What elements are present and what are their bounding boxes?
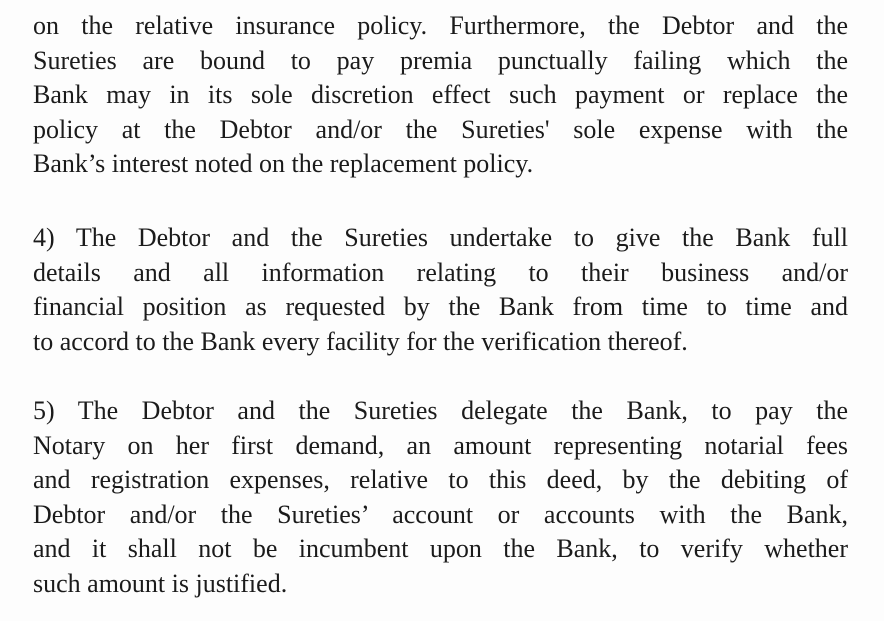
text-line: Notary on her first demand, an amount representing notarial fees bbox=[33, 430, 848, 460]
clause-5-paragraph bbox=[33, 394, 848, 602]
paragraph-continuation bbox=[33, 9, 848, 182]
text-line: financial position as requested by the Bank from time to time and bbox=[33, 292, 848, 322]
text-line: 5) The Debtor and the Sureties delegate the Bank, to pay the bbox=[33, 396, 848, 425]
text-line: to accord to the Bank every facility for the verification thereof. bbox=[33, 326, 688, 356]
text-line: details and all information relating to their business and/or bbox=[33, 257, 848, 287]
text-line: and it shall not be incumbent upon the Bank, to verify whether bbox=[33, 534, 848, 564]
text-line: such amount is justified. bbox=[33, 568, 288, 598]
text-line: Sureties are bound to pay premia punctually failing which the bbox=[33, 45, 848, 75]
text-line: and registration expenses, relative to this deed, by the debiting of bbox=[33, 465, 848, 495]
clause-4-paragraph bbox=[33, 221, 848, 359]
text-line: Debtor and/or the Sureties’ account or accounts with the Bank, bbox=[33, 499, 848, 529]
text-line: Bank’s interest noted on the replacement policy. bbox=[33, 149, 534, 179]
text-line: Bank may in its sole discretion effect such payment or replace the bbox=[33, 80, 848, 110]
text-line: policy at the Debtor and/or the Sureties' sole expense with the bbox=[33, 114, 848, 144]
text-line: 4) The Debtor and the Sureties undertake to give the Bank full bbox=[33, 223, 848, 252]
text-line: on the relative insurance policy. Furthermore, the Debtor and the bbox=[33, 11, 848, 40]
